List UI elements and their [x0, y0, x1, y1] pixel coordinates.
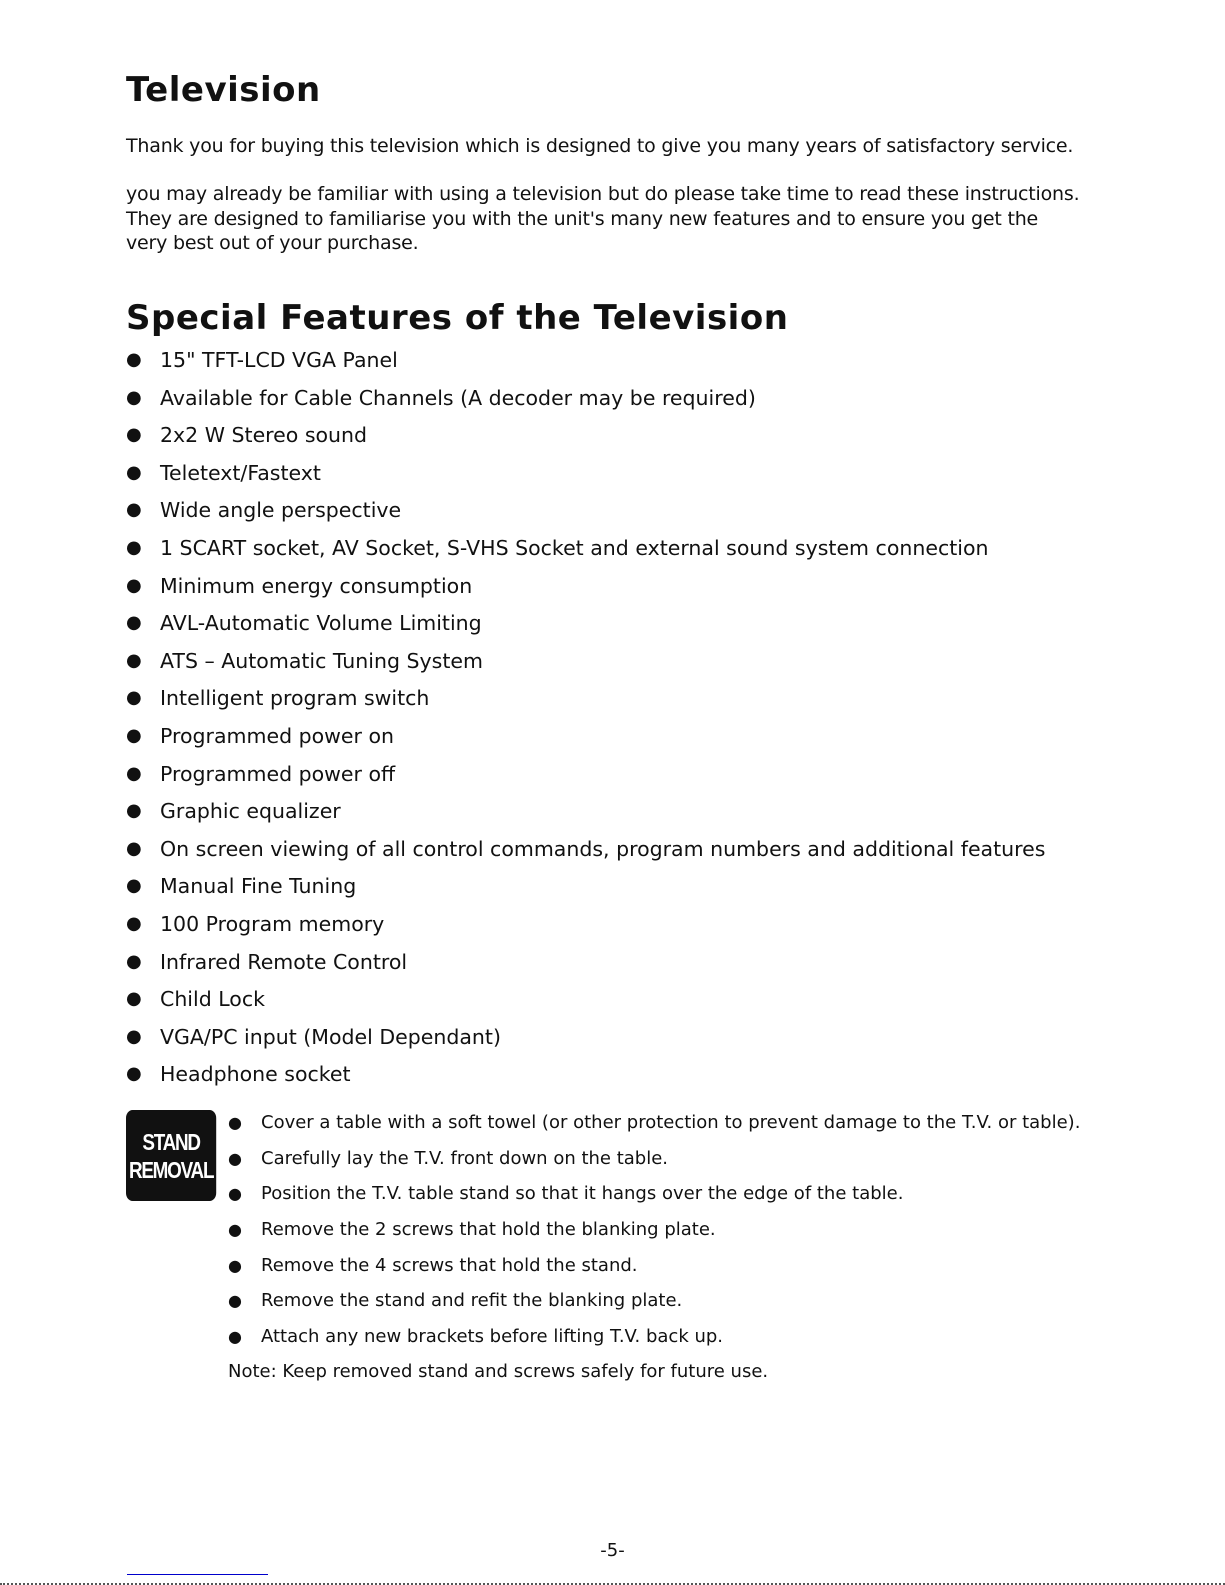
list-item-text: Programmed power off — [160, 761, 396, 786]
badge-line: STAND — [142, 1128, 200, 1155]
list-item-text: 2x2 W Stereo sound — [160, 423, 368, 448]
list-item-text: On screen viewing of all control commands, program numbers and additional features — [160, 836, 1046, 861]
feature-item — [126, 983, 1045, 1021]
bullet-icon: ● — [228, 1113, 242, 1132]
bullet-icon: ● — [126, 988, 142, 1010]
badge-line: REMOVAL — [128, 1156, 214, 1183]
intro-line: very best out of your purchase. — [126, 232, 419, 254]
list-item-text: Programmed power on — [160, 723, 395, 748]
bullet-icon: ● — [126, 1025, 142, 1047]
list-item-text: Attach any new brackets before lifting T.V. back up. — [261, 1326, 724, 1348]
list-item-text: Teletext/Fastext — [160, 460, 321, 485]
list-item-text: Remove the stand and refit the blanking plate. — [261, 1290, 683, 1312]
list-item-text: Cover a table with a soft towel (or other protection to prevent damage to the T.V. or table). — [261, 1112, 1081, 1133]
feature-item — [126, 419, 1045, 457]
bullet-icon: ● — [126, 386, 142, 408]
features-heading: Special Features of the Television — [126, 298, 789, 338]
bullet-icon: ● — [126, 649, 142, 671]
bullet-icon: ● — [126, 1063, 142, 1085]
feature-item — [126, 682, 1045, 720]
bullet-icon: ● — [126, 424, 142, 446]
stand-step-item — [228, 1108, 1080, 1144]
feature-item — [126, 908, 1045, 946]
bullet-icon: ● — [126, 837, 142, 859]
feature-item — [126, 758, 1045, 796]
list-item-text: Intelligent program switch — [160, 686, 430, 711]
bullet-icon: ● — [228, 1255, 242, 1275]
stand-step-item — [228, 1251, 1080, 1287]
stand-removal-steps — [228, 1108, 1080, 1358]
note: Note: Keep removed stand and screws safely for future use. — [228, 1361, 769, 1382]
page-number: -5- — [600, 1540, 625, 1561]
feature-item — [126, 946, 1045, 984]
bullet-icon: ● — [228, 1220, 242, 1240]
bullet-icon: ● — [126, 612, 142, 634]
bullet-icon: ● — [126, 762, 142, 784]
list-item-text: Remove the 2 screws that hold the blanking plate. — [261, 1219, 716, 1241]
bullet-icon: ● — [126, 574, 142, 596]
bullet-icon: ● — [228, 1184, 242, 1204]
bullet-icon: ● — [126, 950, 142, 972]
list-item-text: Headphone socket — [160, 1062, 351, 1087]
feature-item — [126, 720, 1045, 758]
bullet-icon: ● — [126, 912, 142, 934]
list-item-text: ATS – Automatic Tuning System — [160, 648, 483, 673]
bullet-icon: ● — [228, 1327, 242, 1347]
list-item-text: Carefully lay the T.V. front down on the table. — [261, 1147, 669, 1169]
bullet-icon: ● — [126, 875, 142, 897]
feature-item — [126, 570, 1045, 608]
stand-step-item — [228, 1179, 1080, 1215]
bullet-icon: ● — [126, 349, 142, 370]
intro-line: They are designed to familiarise you with the unit's many new features and to ensure you get the — [126, 208, 1039, 230]
stand-removal-badge — [126, 1110, 216, 1201]
stand-step-item — [228, 1322, 1080, 1358]
list-item-text: Wide angle perspective — [160, 498, 402, 523]
list-item-text: Minimum energy consumption — [160, 573, 473, 598]
intro-line: Thank you for buying this television which is designed to give you many years of satisfactory service. — [126, 135, 1074, 157]
feature-item — [126, 833, 1045, 871]
list-item-text: VGA/PC input (Model Dependant) — [160, 1024, 501, 1049]
feature-item — [126, 607, 1045, 645]
list-item-text: 100 Program memory — [160, 911, 385, 936]
bullet-icon: ● — [228, 1291, 242, 1311]
list-item-text: 1 SCART socket, AV Socket, S-VHS Socket and external sound system connection — [160, 535, 989, 560]
feature-item — [126, 532, 1045, 570]
bullet-icon: ● — [228, 1148, 242, 1168]
feature-item — [126, 494, 1045, 532]
bullet-icon: ● — [126, 536, 142, 558]
stand-step-item — [228, 1144, 1080, 1180]
list-item-text: Remove the 4 screws that hold the stand. — [261, 1254, 638, 1276]
list-item-text: Child Lock — [160, 987, 265, 1012]
feature-item — [126, 457, 1045, 495]
intro-line: you may already be familiar with using a television but do please take time to read these instructions. — [126, 183, 1080, 205]
bullet-icon: ● — [126, 461, 142, 483]
link-underline — [127, 1574, 268, 1575]
bullet-icon: ● — [126, 687, 142, 709]
page-title: Television — [126, 70, 321, 110]
feature-item — [126, 382, 1045, 420]
list-item-text: Infrared Remote Control — [160, 949, 408, 974]
stand-step-item — [228, 1286, 1080, 1322]
list-item-text: Position the T.V. table stand so that it hangs over the edge of the table. — [261, 1183, 904, 1205]
feature-item — [126, 1058, 1045, 1096]
list-item-text: Manual Fine Tuning — [160, 874, 357, 899]
feature-item — [126, 645, 1045, 683]
bullet-icon: ● — [126, 724, 142, 746]
bullet-icon: ● — [126, 800, 142, 822]
feature-item — [126, 870, 1045, 908]
stand-step-item — [228, 1215, 1080, 1251]
list-item-text: 15" TFT-LCD VGA Panel — [160, 348, 398, 372]
feature-item — [126, 344, 1045, 382]
feature-item — [126, 1021, 1045, 1059]
bullet-icon: ● — [126, 499, 142, 521]
list-item-text: Graphic equalizer — [160, 799, 341, 824]
feature-item — [126, 795, 1045, 833]
list-item-text: AVL-Automatic Volume Limiting — [160, 611, 482, 636]
features-list — [126, 344, 1045, 1096]
list-item-text: Available for Cable Channels (A decoder may be required) — [160, 385, 756, 410]
